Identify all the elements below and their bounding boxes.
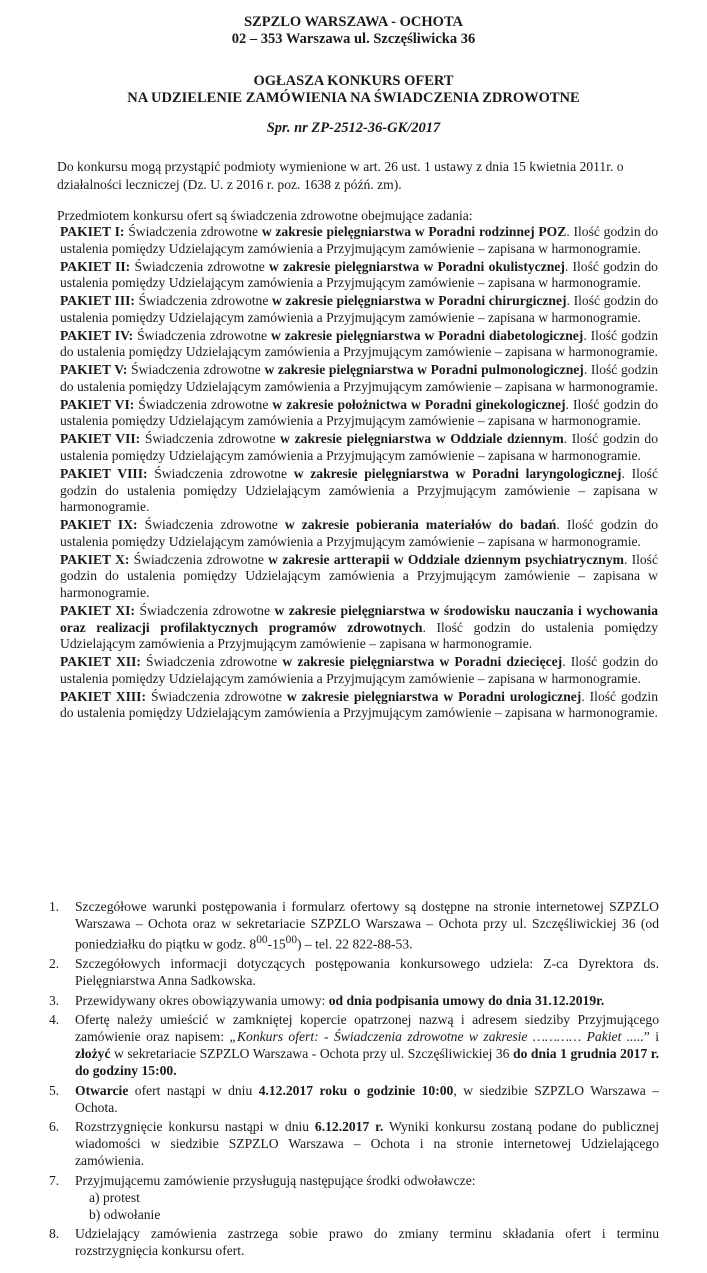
condition-number: 7. [49, 1172, 60, 1188]
package-text: Świadczenia zdrowotne [133, 327, 271, 343]
announcement-title-line1: OGŁASZA KONKURS OFERT [253, 73, 454, 89]
condition-text: ” i [643, 1028, 659, 1044]
package-label: PAKIET XII: [60, 654, 141, 670]
package-text: . Ilość godzin do ustalenia pomiędzy Udzielającym zamówienia a Przyjmującym zamówienie – zapisana w harmonogramie. [60, 654, 658, 686]
envelope-caption: „Konkurs ofert: - Świadczenia zdrowotne w zakresie ………… Pakiet ..... [229, 1028, 644, 1044]
contract-period: od dnia podpisania umowy do dnia 31.12.2019r. [328, 992, 605, 1008]
package-scope: w zakresie pielęgniarstwa w Poradni urologicznej [286, 688, 582, 704]
package-text: . Ilość godzin do ustalenia pomiędzy Udzielającym zamówienia a Przyjmującym zamówienie – zapisana w harmonogramie. [60, 258, 658, 291]
package-label: PAKIET XI: [60, 602, 135, 618]
package-label: PAKIET II: [60, 258, 131, 274]
package-text: Świadczenia zdrowotne [147, 466, 294, 482]
package-text: Świadczenia zdrowotne [140, 654, 283, 670]
package-text: Świadczenia zdrowotne [134, 396, 273, 412]
announcement-title-line2: NA UDZIELENIE ZAMÓWIENIA NA ŚWIADCZENIA ZDROWOTNE [127, 90, 580, 106]
package-item [60, 654, 658, 687]
condition-number: 8. [49, 1226, 60, 1242]
package-scope: w zakresie pielęgniarstwa w Poradni laryngologicznej [293, 466, 622, 482]
package-scope: w zakresie pielęgniarstwa w Poradni dziecięcej [282, 654, 563, 670]
condition-item [49, 1011, 659, 1080]
package-text: Świadczenia zdrowotne [140, 431, 281, 447]
submission-deadline: do dnia 1 grudnia 2017 r. do godziny 15:00. [75, 1046, 659, 1079]
package-text: . Ilość godzin do ustalenia pomiędzy Udzielającym zamówienia a Przyjmującym zamówienie – zapisana w harmonogramie. [60, 362, 658, 394]
package-label: PAKIET V: [60, 362, 128, 378]
condition-item [49, 898, 659, 953]
package-label: PAKIET I: [60, 224, 125, 239]
condition-number: 1. [49, 899, 60, 914]
condition-text: -15 [267, 936, 286, 952]
package-label: PAKIET XIII: [60, 688, 147, 704]
package-item [60, 466, 658, 516]
condition-text: , w siedzibie SZPZLO Warszawa – Ochota. [75, 1082, 659, 1115]
conditions-list [49, 898, 659, 1262]
condition-text: Szczegółowe warunki postępowania i formularz ofertowy są dostępne na stronie internetowej SZPZLO Warszawa – Ochota oraz w sekretariacie SZPZLO Warszawa – Ochota przy ul. Szczęśliwickiej 36 (od poniedziałku do piątku w godz. 8 [75, 899, 659, 952]
package-item [60, 689, 658, 722]
package-text: Świadczenia zdrowotne [146, 688, 287, 704]
hour-superscript: 00 [256, 934, 268, 947]
condition-emphasis: złożyć [75, 1046, 111, 1062]
intro-paragraph: Do konkursu mogą przystąpić podmioty wymienione w art. 26 ust. 1 ustawy z dnia 15 kwietnia 2011r. o działalności leczniczej (Dz. U. z 2016 r. poz. 1638 z późń. zm). [57, 159, 624, 192]
package-scope: w zakresie pobierania materiałów do badań [284, 517, 557, 533]
condition-number: 2. [49, 956, 60, 972]
package-scope: w zakresie pielęgniarstwa w Poradni rodzinnej POZ [261, 224, 567, 239]
package-item [60, 224, 658, 257]
package-text: . Ilość godzin do ustalenia pomiędzy Udzielającym zamówienia a Przyjmującym zamówienie – zapisana w harmonogramie. [60, 466, 658, 515]
condition-text: Rozstrzygnięcie konkursu nastąpi w dniu [75, 1118, 315, 1134]
hour-superscript: 00 [285, 934, 297, 947]
condition-text: Przyjmującemu zamówienie przysługują następujące środki odwoławcze: [75, 1172, 476, 1188]
package-item [60, 552, 658, 602]
package-label: PAKIET VI: [60, 396, 135, 412]
condition-item [49, 955, 659, 989]
package-item [60, 517, 658, 550]
condition-text: Szczegółowych informacji dotyczących postępowania konkursowego udziela: Z-ca Dyrektora ds. Pielęgniarstwa Anna Sadkowska. [75, 956, 659, 989]
package-text: Świadczenia zdrowotne [127, 362, 265, 378]
package-label: PAKIET IV: [60, 327, 134, 343]
package-item [60, 328, 658, 361]
package-label: PAKIET VII: [60, 431, 141, 447]
package-text: . Ilość godzin do ustalenia pomiędzy Udzielającym zamówienia a Przyjmującym zamówienie – zapisana w harmonogramie. [60, 224, 659, 256]
package-text: Świadczenia zdrowotne [130, 258, 270, 274]
package-scope: w zakresie pielęgniarstwa w Poradni diabetologicznej [271, 327, 584, 343]
package-item [60, 362, 658, 395]
package-item [60, 293, 658, 326]
condition-text: Wyniki konkursu zostaną podane do publicznej wiadomości w siedzibie SZPZLO Warszawa – Ochota i na stronie internetowej Udzielającego zamówienia. [75, 1118, 659, 1169]
condition-number: 3. [49, 992, 60, 1008]
package-item [60, 259, 658, 292]
package-text: Świadczenia zdrowotne [134, 293, 273, 309]
package-item [60, 603, 658, 653]
package-text: . Ilość godzin do ustalenia pomiędzy Udzielającym zamówienia a Przyjmującym zamówienie – zapisana w harmonogramie. [60, 327, 659, 360]
case-reference: Spr. nr ZP-2512-36-GK/2017 [266, 120, 441, 136]
package-scope: w zakresie pielęgniarstwa w Oddziale dziennym [280, 431, 564, 447]
condition-number: 6. [49, 1118, 60, 1134]
package-text: . Ilość godzin do ustalenia pomiędzy Udzielającym zamówienia a Przyjmującym zamówienie – zapisana w harmonogramie. [60, 551, 658, 600]
issuer-name: SZPZLO WARSZAWA - OCHOTA [243, 14, 464, 30]
condition-item [49, 1118, 659, 1170]
condition-item [49, 1082, 659, 1116]
condition-text: ) – tel. 22 822-88-53. [297, 936, 413, 952]
package-text: Świadczenia zdrowotne [134, 602, 275, 618]
condition-item [49, 992, 659, 1009]
package-label: PAKIET X: [60, 551, 130, 567]
resolution-date: 6.12.2017 r. [314, 1118, 384, 1134]
condition-number: 4. [49, 1011, 60, 1027]
package-text: . Ilość godzin do ustalenia pomiędzy Udzielającym zamówienia a Przyjmującym zamówienie – zapisana w harmonogramie. [60, 431, 658, 464]
issuer-header [0, 14, 707, 48]
packages-list [60, 224, 658, 723]
package-text: . Ilość godzin do ustalenia pomiędzy Udzielającym zamówienia a Przyjmującym zamówienie – zapisana w harmonogramie. [60, 688, 658, 721]
package-text: Świadczenia zdrowotne [137, 517, 285, 533]
package-label: PAKIET VIII: [60, 466, 148, 482]
package-text: . Ilość godzin do ustalenia pomiędzy Udzielającym zamówienia a Przyjmującym zamówienie – zapisana w harmonogramie. [60, 293, 658, 325]
package-scope: w zakresie położnictwa w Poradni ginekologicznej [272, 396, 566, 412]
package-scope: w zakresie artterapii w Oddziale dziennym psychiatrycznym [268, 551, 624, 567]
package-text: Świadczenia zdrowotne [129, 551, 269, 567]
appeal-option-protest: a) protest [89, 1189, 140, 1205]
appeal-option-odwolanie: b) odwołanie [89, 1206, 161, 1222]
opening-date: 4.12.2017 roku o godzinie 10:00 [258, 1082, 454, 1098]
condition-number: 5. [49, 1082, 60, 1098]
package-item [60, 397, 658, 430]
package-item [60, 431, 658, 464]
subject-paragraph: Przedmiotem konkursu ofert są świadczenia zdrowotne obejmujące zadania: [57, 208, 473, 223]
condition-text: Udzielający zamówienia zastrzega sobie prawo do zmiany terminu składania ofert i terminu rozstrzygnięcia konkursu ofert. [75, 1226, 659, 1259]
condition-text: w sekretariacie SZPZLO Warszawa - Ochota przy ul. Szczęśliwickiej 36 [110, 1046, 514, 1062]
condition-emphasis: Otwarcie [75, 1082, 129, 1098]
condition-item [49, 1172, 659, 1224]
package-scope: w zakresie pielęgniarstwa w Poradni chirurgicznej [272, 293, 567, 309]
condition-text: Ofertę należy umieścić w zamkniętej kopercie opatrzonej nazwą i adresem siedziby Przyjmującego zamówienie oraz napisem: [75, 1011, 659, 1044]
package-scope: w zakresie pielęgniarstwa w Poradni pulmonologicznej [264, 362, 584, 378]
package-label: PAKIET IX: [60, 517, 138, 533]
condition-text: ofert nastąpi w dniu [128, 1082, 259, 1098]
package-scope: w zakresie pielęgniarstwa w środowisku nauczania i wychowania oraz realizacji profilaktycznych programów zdrowotnych [60, 602, 659, 635]
package-label: PAKIET III: [60, 293, 135, 309]
package-text: . Ilość godzin do ustalenia pomiędzy Udzielającym zamówienia a Przyjmującym zamówienie – zapisana w harmonogramie. [60, 619, 659, 652]
package-text: Świadczenia zdrowotne [124, 224, 262, 239]
package-text: . Ilość godzin do ustalenia pomiędzy Udzielającym zamówienia a Przyjmującym zamówienie – zapisana w harmonogramie. [60, 396, 658, 429]
condition-text: Przewidywany okres obowiązywania umowy: [75, 992, 329, 1008]
issuer-address: 02 – 353 Warszawa ul. Szczęśliwicka 36 [231, 31, 476, 47]
package-scope: w zakresie pielęgniarstwa w Poradni okulistycznej [269, 258, 565, 274]
condition-item [49, 1225, 659, 1259]
package-text: . Ilość godzin do ustalenia pomiędzy Udzielającym zamówienia a Przyjmującym zamówienie – zapisana w harmonogramie. [60, 517, 659, 549]
announcement-title [0, 73, 707, 107]
